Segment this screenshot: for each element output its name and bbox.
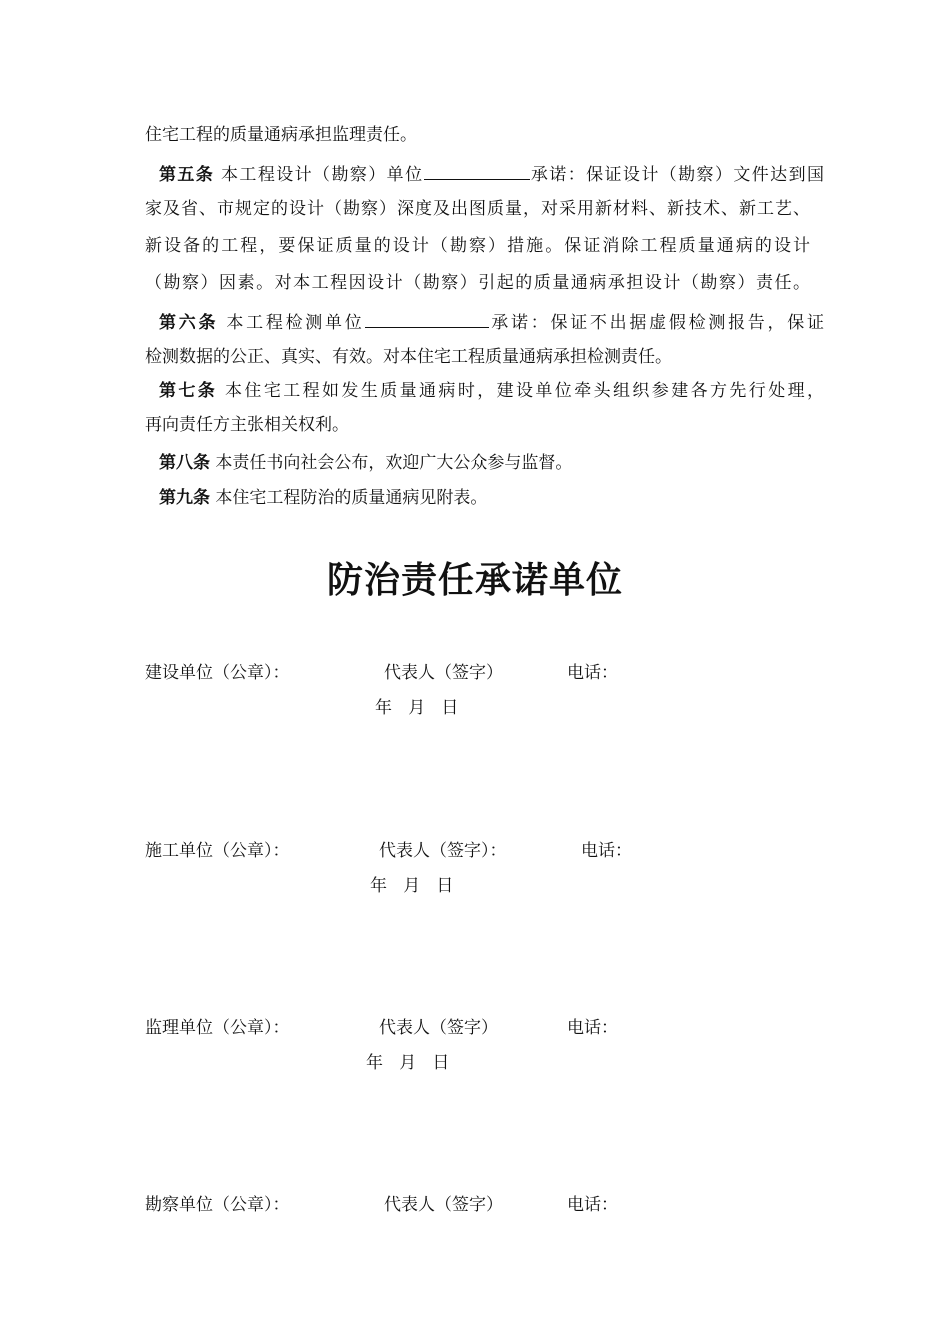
section-title: 防治责任承诺单位 [326,559,623,601]
article-6-line-2: 检测数据的公正、真实、有效。对本住宅工程质量通病承担检测责任。 [145,347,672,367]
article-5-text-a: 本工程设计（勘察）单位 [221,165,424,185]
article-6-text-a: 本工程检测单位 [226,313,365,333]
article-8-label: 第八条 [159,453,210,473]
supervision-phone-label: 电话： [567,1018,618,1038]
article-5-label: 第五条 [159,165,215,185]
survey-unit-seal-label: 勘察单位（公章）： [145,1195,290,1215]
builder-rep-signature-label: 代表人（签字）： [379,841,507,861]
construction-unit-seal-label: 建设单位（公章）： [145,663,290,683]
article-7-label: 第七条 [159,381,218,401]
article-5-line-1 [145,161,824,186]
article-7-text: 本住宅工程如发生质量通病时，建设单位牵头组织参建各方先行处理， [225,381,825,401]
survey-rep-signature-label: 代表人（签字） [384,1195,503,1215]
article-5-line-4: （勘察）因素。对本工程因设计（勘察）引起的质量通病承担设计（勘察）责任。 [145,273,810,293]
article-8-text: 本责任书向社会公布，欢迎广大公众参与监督。 [215,453,573,473]
paragraph-intro-line: 住宅工程的质量通病承担监理责任。 [145,125,417,145]
testing-unit-blank[interactable] [365,309,489,328]
builder-unit-seal-label: 施工单位（公章）： [145,841,290,861]
design-unit-blank[interactable] [424,161,530,180]
article-9-label: 第九条 [159,488,210,508]
article-9-line [145,487,824,509]
article-7-line-1 [145,380,824,402]
construction-date: 年 月 日 [375,698,459,718]
article-9-text: 本住宅工程防治的质量通病见附表。 [215,488,488,508]
supervision-date: 年 月 日 [366,1053,450,1073]
article-5-line-3: 新设备的工程，要保证质量的设计（勘察）措施。保证消除工程质量通病的设计 [145,236,810,256]
survey-phone-label: 电话： [567,1195,618,1215]
builder-phone-label: 电话： [581,841,632,861]
construction-rep-signature-label: 代表人（签字） [384,663,503,683]
article-8-line [145,452,824,474]
article-5-text-b: 承诺：保证设计（勘察）文件达到国 [529,165,824,185]
article-6-text-b: 承诺：保证不出据虚假检测报告，保证 [488,313,825,333]
article-7-line-2: 再向责任方主张相关权利。 [145,415,349,435]
article-6-label: 第六条 [159,313,219,333]
builder-date: 年 月 日 [370,876,454,896]
article-5-line-2: 家及省、市规定的设计（勘察）深度及出图质量，对采用新材料、新技术、新工艺、 [145,199,810,219]
article-6-line-1 [145,309,824,334]
supervision-unit-seal-label: 监理单位（公章）： [145,1018,290,1038]
supervision-rep-signature-label: 代表人（签字） [379,1018,498,1038]
construction-phone-label: 电话： [567,663,618,683]
